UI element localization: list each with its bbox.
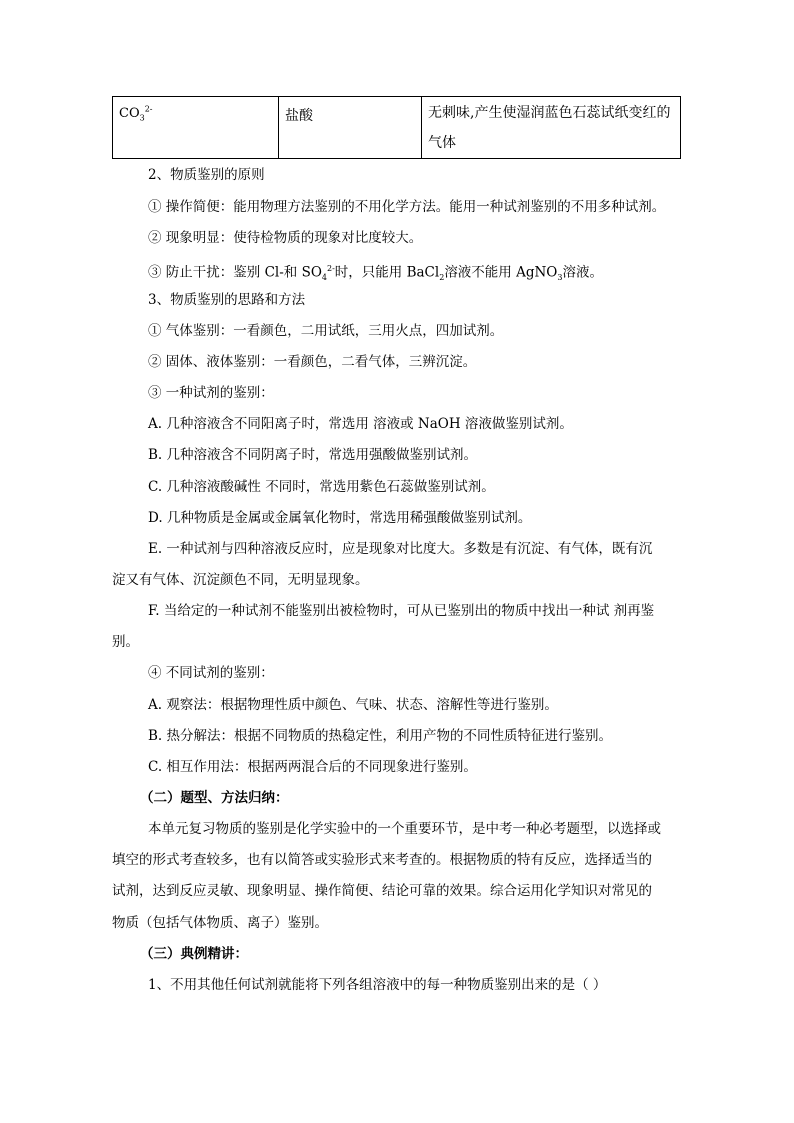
method-2: ② 固体、液体鉴别：一看颜色，二看气体，三辨沉淀。: [148, 354, 477, 370]
table-row: [113, 97, 681, 159]
method-3-f-line-2: 别。: [112, 634, 139, 650]
method-3-f-line-1: F. 当给定的一种试剂不能鉴别出被检物时，可从已鉴别出的物质中找出一种试 剂再鉴: [148, 603, 655, 619]
paragraph-line-2: 填空的形式考查较多，也有以简答或实验形式来考查的。根据物质的特有反应，选择适当的: [112, 852, 652, 868]
method-1: ① 气体鉴别：一看颜色，二用试纸，三用火点，四加试剂。: [148, 323, 504, 339]
reagent-cell: 盐酸: [279, 97, 422, 159]
method-4-c: C. 相互作用法：根据两两混合后的不同现象进行鉴别。: [148, 759, 477, 775]
principle-3: ③ 防止干扰：鉴别 Cl-和 $SO_4^{2-}$时，只能用 BaCl$_2$溶液不能用 AgNO$_3$溶液。: [148, 264, 603, 283]
heading-3: （三）典例精讲：: [140, 946, 248, 962]
section-3-title: 3、物质鉴别的思路和方法: [148, 292, 306, 308]
phenomenon-cell: 无刺味,产生使湿润蓝色石蕊试纸变红的气体: [422, 97, 681, 159]
ion-formula: $CO_3^{2-}$: [119, 105, 153, 123]
method-3: ③ 一种试剂的鉴别：: [148, 385, 274, 401]
method-3-e-line-1: E. 一种试剂与四种溶液反应时，应是现象对比度大。多数是有沉淀、有气体，既有沉: [148, 541, 653, 557]
method-4: ④ 不同试剂的鉴别：: [148, 665, 274, 681]
question-1: 1、不用其他任何试剂就能将下列各组溶液中的每一种物质鉴别出来的是（ ）: [148, 977, 607, 993]
method-3-b: B. 几种溶液含不同阴离子时，常选用强酸做鉴别试剂。: [148, 447, 478, 463]
ion-identification-table: [112, 96, 681, 159]
method-4-b: B. 热分解法：根据不同物质的热稳定性，利用产物的不同性质特征进行鉴别。: [148, 728, 613, 744]
heading-2: （二）题型、方法归纳：: [140, 790, 289, 806]
principle-1: ① 操作简便：能用物理方法鉴别的不用化学方法。能用一种试剂鉴别的不用多种试剂。: [148, 199, 666, 215]
principle-2: ② 现象明显：使待检物质的现象对比度较大。: [148, 230, 423, 246]
section-2-title: 2、物质鉴别的原则: [148, 167, 265, 183]
method-3-c: C. 几种溶液酸碱性 不同时，常选用紫色石蕊做鉴别试剂。: [148, 479, 495, 495]
ion-cell: [113, 97, 279, 159]
paragraph-line-3: 试剂，达到反应灵敏、现象明显、操作简便、结论可靠的效果。综合运用化学知识对常见的: [112, 883, 652, 899]
method-3-e-line-2: 淀又有气体、沉淀颜色不同，无明显现象。: [112, 572, 369, 588]
method-3-d: D. 几种物质是金属或金属氧化物时，常选用稀强酸做鉴别试剂。: [148, 510, 532, 526]
paragraph-line-1: 本单元复习物质的鉴别是化学实验中的一个重要环节，是中考一种必考题型，以选择或: [148, 821, 661, 837]
paragraph-line-4: 物质（包括气体物质、离子）鉴别。: [112, 915, 328, 931]
method-3-a: A. 几种溶液含不同阳离子时，常选用 溶液或 NaOH 溶液做鉴别试剂。: [148, 416, 573, 432]
method-4-a: A. 观察法：根据物理性质中颜色、气味、状态、溶解性等进行鉴别。: [148, 697, 558, 713]
